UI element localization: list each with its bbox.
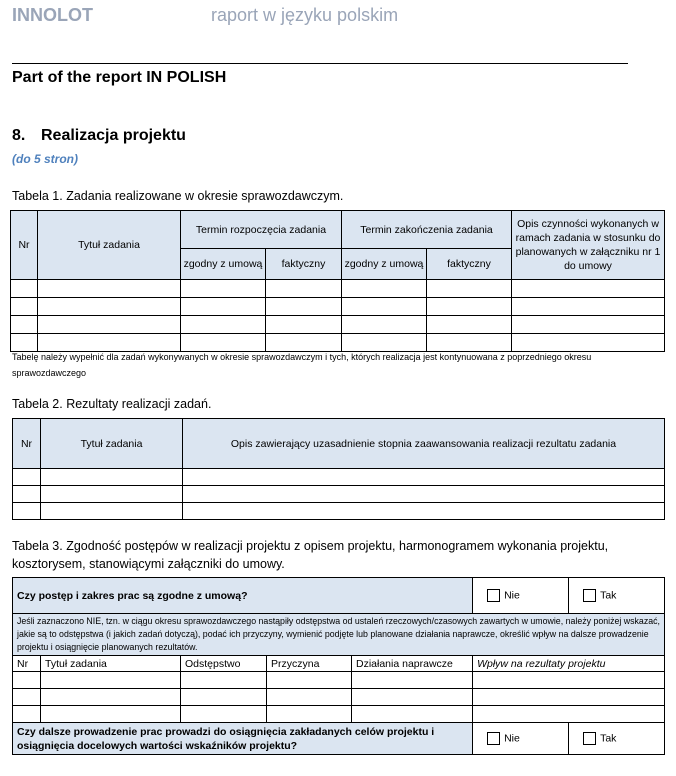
table-row [13,486,665,503]
table-cell[interactable] [352,672,473,689]
table-cell[interactable] [267,706,352,723]
table3-header-action: Działania naprawcze [352,656,473,672]
question-scope-compliance: Czy postęp i zakres prac są zgodne z umową? [13,578,473,614]
option-no-2[interactable] [473,723,569,755]
table-cell[interactable] [427,316,512,334]
section-title: Realizacja projektu [41,127,186,144]
table3-caption: Tabela 3. Zgodność postępów w realizacji projektu z opisem projektu, harmonogramem wykonania projektu, kosztorysem, stanowiącymi załączniki do umowy. [12,539,609,571]
option-no-1-label: Nie [504,589,520,602]
table-cell[interactable] [38,280,181,298]
table-cell[interactable] [512,280,665,298]
table-row [11,298,665,316]
table3-header-title: Tytuł zadania [41,656,181,672]
table-cell[interactable] [266,316,342,334]
deviation-instructions: Jeśli zaznaczono NIE, tzn. w ciągu okresu sprawozdawczego nastąpiły odstępstwa od ustaleń rzeczowych/czasowych zawartych w umowie, należy poniżej wskazać, jakie są to odstępstwa (i jakich zadań dotyczą), podać ich przyczyny, wymienić podjęte lub planowane działania naprawcze, określić wpływ na dalsze prowadzenie projektu i osiągnięcie planowanych rezultatów. [13,614,665,656]
checkbox-yes-2[interactable] [583,732,596,745]
table-cell[interactable] [38,316,181,334]
table-cell[interactable] [181,689,267,706]
table-cell[interactable] [11,316,38,334]
table3-header-impact: Wpływ na rezultaty projektu [473,656,665,672]
option-yes-1[interactable] [569,578,665,614]
table3-header-nr: Nr [13,656,41,672]
option-no-2-label: Nie [504,732,520,745]
table-cell[interactable] [13,706,41,723]
header-language-note: raport w języku polskim [211,5,399,25]
option-yes-2-label: Tak [600,732,617,745]
option-no-1[interactable] [473,578,569,614]
table-cell[interactable] [181,316,266,334]
table1-caption: Tabela 1. Zadania realizowane w okresie sprawozdawczym. [12,189,344,203]
table-cell[interactable] [41,689,181,706]
header-divider [12,63,628,64]
table-cell[interactable] [41,469,183,486]
table1 [10,210,665,352]
table-cell[interactable] [352,706,473,723]
table3-header-cause: Przyczyna [267,656,352,672]
table-cell[interactable] [13,503,41,520]
table2-header-description: Opis zawierający uzasadnienie stopnia zaawansowania realizacji rezultatu zadania [183,419,665,469]
table1-subheader-end-planned: zgodny z umową [342,249,427,280]
table2-header-title: Tytuł zadania [41,419,183,469]
section-page-limit: (do 5 stron) [12,152,78,166]
header-brand: INNOLOT [12,5,93,25]
table-cell[interactable] [267,689,352,706]
table-row [13,503,665,520]
table-cell[interactable] [427,280,512,298]
checkbox-yes-1[interactable] [583,589,596,602]
table-cell[interactable] [352,689,473,706]
part-title: Part of the report IN POLISH [12,69,227,86]
table-row [13,469,665,486]
table1-header-nr: Nr [11,211,38,280]
section-heading [12,127,186,145]
table-row [13,689,665,706]
table-cell[interactable] [38,298,181,316]
table1-header-description: Opis czynności wykonanych w ramach zadania w stosunku do planowanych w załączniku nr 1 do umowy [512,211,665,280]
table1-subheader-end-actual: faktyczny [427,249,512,280]
table-cell[interactable] [41,706,181,723]
table-row [13,672,665,689]
table-cell[interactable] [183,469,665,486]
question-goals-achievement: Czy dalsze prowadzenie prac prowadzi do osiągnięcia zakładanych celów projektu i osiągnięcia docelowych wartości wskaźników projektu? [13,723,473,755]
table-cell[interactable] [41,503,183,520]
table-cell[interactable] [183,486,665,503]
table-cell[interactable] [427,298,512,316]
table-cell[interactable] [473,706,665,723]
table-cell[interactable] [473,689,665,706]
section-number: 8. [12,127,26,144]
table3-header-deviation: Odstępstwo [181,656,267,672]
checkbox-no-1[interactable] [487,589,500,602]
table-cell[interactable] [512,316,665,334]
table-cell[interactable] [512,298,665,316]
table-cell[interactable] [183,503,665,520]
table-cell[interactable] [11,280,38,298]
table-row [13,706,665,723]
table-cell[interactable] [266,298,342,316]
table2-caption: Tabela 2. Rezultaty realizacji zadań. [12,397,212,411]
table-cell[interactable] [181,298,266,316]
table-cell[interactable] [13,672,41,689]
table1-subheader-start-actual: faktyczny [266,249,342,280]
table-cell[interactable] [181,672,267,689]
table1-header-start: Termin rozpoczęcia zadania [181,211,342,249]
table2-header-nr: Nr [13,419,41,469]
table-cell[interactable] [13,469,41,486]
table-cell[interactable] [266,280,342,298]
table-cell[interactable] [181,280,266,298]
table-cell[interactable] [41,672,181,689]
table1-subheader-start-planned: zgodny z umową [181,249,266,280]
table2 [12,418,665,520]
table-row [11,316,665,334]
table-cell[interactable] [473,672,665,689]
option-yes-2[interactable] [569,723,665,755]
table-cell[interactable] [11,298,38,316]
table1-header-end: Termin zakończenia zadania [342,211,512,249]
checkbox-no-2[interactable] [487,732,500,745]
table-cell[interactable] [181,706,267,723]
table-row [11,280,665,298]
table-cell[interactable] [342,316,427,334]
table-cell[interactable] [13,486,41,503]
table-cell[interactable] [41,486,183,503]
table-cell[interactable] [342,280,427,298]
table-cell[interactable] [13,689,41,706]
table1-header-title: Tytuł zadania [38,211,181,280]
option-yes-1-label: Tak [600,589,617,602]
table-cell[interactable] [267,672,352,689]
table1-note: Tabelę należy wypełnić dla zadań wykonywanych w okresie sprawozdawczym i tych, których realizacja jest kontynuowana z poprzedniego okresu sprawozdawczego [12,352,592,378]
table-cell[interactable] [342,298,427,316]
table3 [12,577,665,755]
